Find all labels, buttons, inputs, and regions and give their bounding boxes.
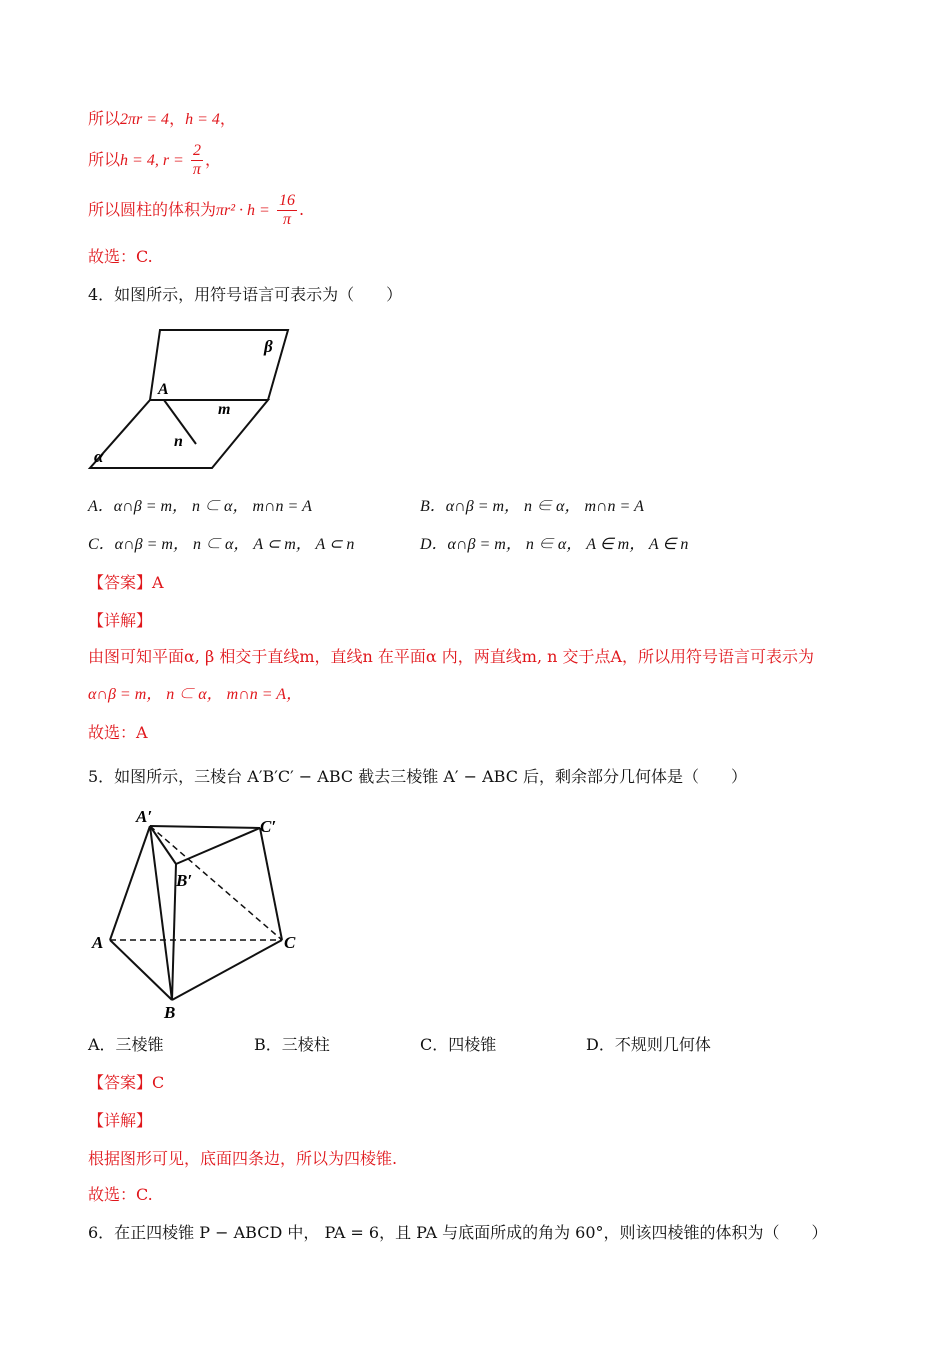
q5-figure <box>88 806 318 1026</box>
q5-option-d: D．不规则几何体 <box>586 1035 711 1054</box>
numerator: 2 <box>192 142 201 159</box>
prev-answer: 故选：C. <box>88 247 153 266</box>
text: ， <box>204 150 221 169</box>
prev-line-3 <box>88 192 304 229</box>
q5-stem: 5．如图所示，三棱台 A′B′C′ − ABC 截去三棱锥 A′ − ABC 后，剩余部分几何体是（ ） <box>88 767 748 786</box>
q5-option-a: A．三棱锥 <box>88 1035 164 1054</box>
q4-stem: 4．如图所示，用符号语言可表示为（ ） <box>88 285 403 304</box>
q5-option-b: B．三棱柱 <box>254 1035 330 1054</box>
q4-choose: 故选：A <box>88 723 148 742</box>
math: πr² · h = <box>216 202 270 219</box>
label-C-prime: C′ <box>260 817 277 836</box>
label-alpha: α <box>94 447 104 466</box>
q4-detail-tag: 【详解】 <box>88 611 153 630</box>
label-n: n <box>174 433 183 450</box>
text: 所以 <box>88 109 121 128</box>
q4-detail-2: α∩β = m， n ⊂ α， m∩n = A， <box>88 686 303 703</box>
label-m: m <box>218 401 231 418</box>
math: h = 4 <box>185 111 220 128</box>
q4-option-d: D．α∩β = m， n ∈ α， A ∈ m， A ∈ n <box>420 536 689 553</box>
q4-figure <box>86 322 301 472</box>
q4-answer: 【答案】A <box>88 573 164 592</box>
prev-line-1 <box>88 108 236 131</box>
q4-option-b: B．α∩β = m， n ∈ α， m∩n = A <box>420 498 644 515</box>
q5-choose: 故选：C. <box>88 1185 153 1204</box>
q4-detail-1: 由图可知平面α, β 相交于直线m，直线n 在平面α 内，两直线m, n 交于点A，所以用符号语言可表示为 <box>88 647 815 666</box>
math: 2πr = 4 <box>120 111 170 128</box>
fraction <box>277 192 297 229</box>
text: . <box>298 200 305 219</box>
label-A: A <box>158 381 169 398</box>
label-beta: β <box>264 337 273 356</box>
label-B-prime: B′ <box>176 871 193 890</box>
q6-stem: 6．在正四棱锥 P − ABCD 中， PA = 6，且 PA 与底面所成的角为 60°，则该四棱锥的体积为（ ） <box>88 1223 828 1242</box>
q5-option-c: C．四棱锥 <box>420 1035 497 1054</box>
text: ， <box>219 109 236 128</box>
text: 所以 <box>88 150 121 169</box>
q4-option-a: A．α∩β = m， n ⊂ α， m∩n = A <box>88 498 312 515</box>
math: h = 4, r = <box>120 152 184 169</box>
denominator: π <box>282 211 291 228</box>
q5-detail-tag: 【详解】 <box>88 1111 153 1130</box>
q5-detail-1: 根据图形可见，底面四条边，所以为四棱锥. <box>88 1149 398 1168</box>
prev-line-2 <box>88 142 221 179</box>
label-A-prime: A′ <box>136 807 153 826</box>
text: ， <box>169 109 186 128</box>
numerator: 16 <box>278 192 295 209</box>
q5-answer: 【答案】C <box>88 1073 165 1092</box>
fraction <box>191 142 203 179</box>
label-A: A <box>92 933 104 952</box>
label-C: C <box>284 933 296 952</box>
label-B: B <box>164 1003 176 1022</box>
q4-option-c: C．α∩β = m， n ⊂ α， A ⊂ m， A ⊂ n <box>88 536 355 553</box>
denominator: π <box>192 161 201 178</box>
text: 所以圆柱的体积为 <box>88 200 217 219</box>
